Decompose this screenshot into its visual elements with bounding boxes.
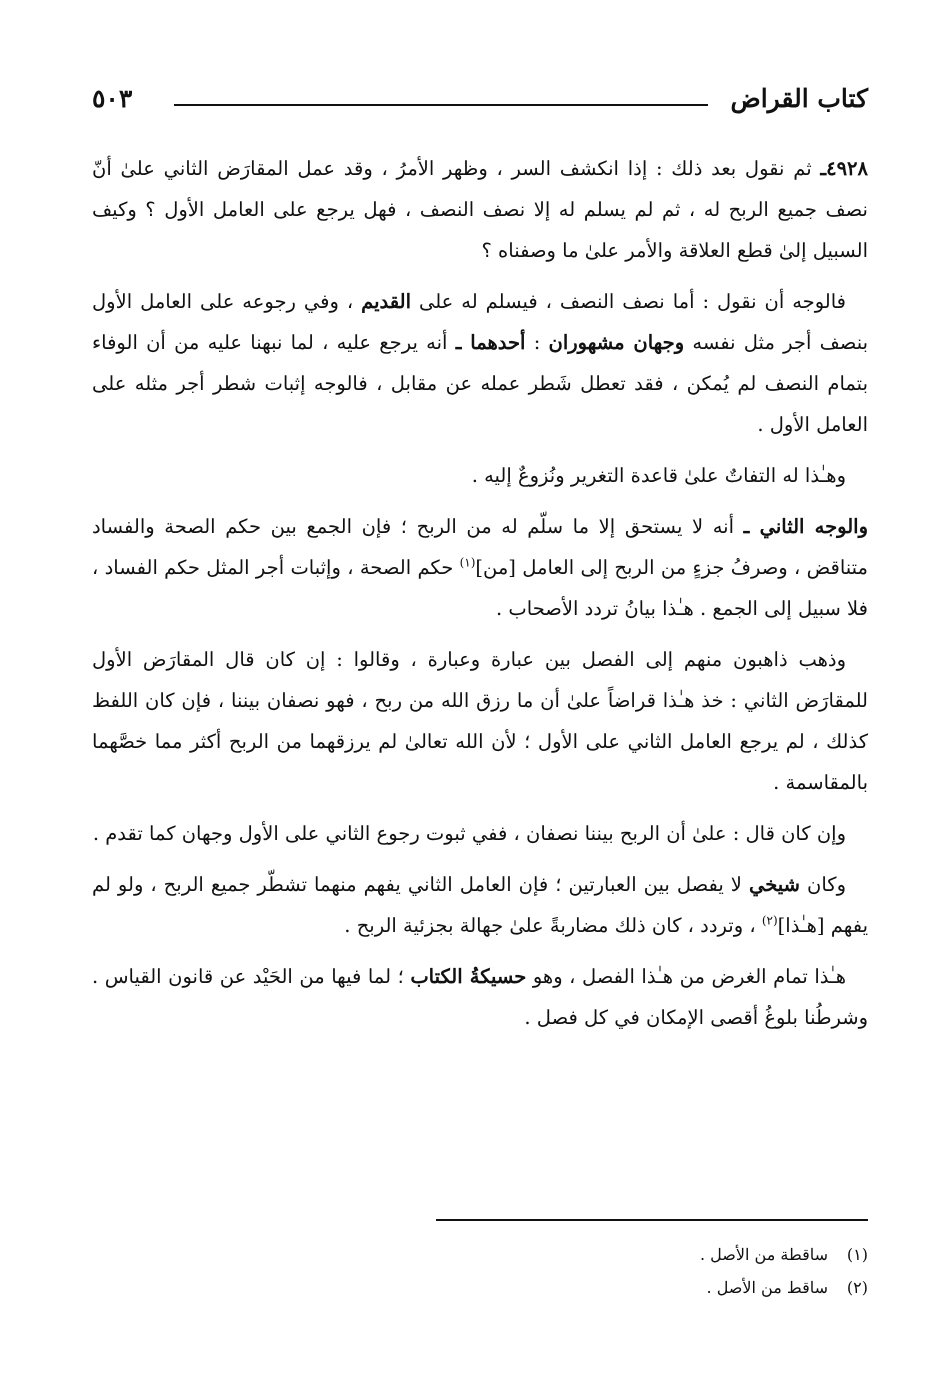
text-run: أنه يرجع عليه ، لما نبهنا عليه من أن الوفاء بتمام النصف لم يُمكن ، فقد تعطل شَطر عمله عن مقابل ، فالوجه إثبات شطر أجر مثله على العامل الأول . [92,331,868,436]
paragraph-first-view [92,281,868,445]
text-run: وإن كان قال : علىٰ أن الربح بيننا نصفان ، ففي ثبوت رجوع الثاني على الأول وجهان كما تقدم . [92,822,846,845]
footnote-number: (١) [846,1245,868,1264]
bold-term: القديم [361,290,411,313]
text-run: لا يفصل بين العبارتين ؛ فإن العامل الثاني يفهم منهما تشطّر جميع الربح ، ولو لم يفهم [هـٰذا] [92,873,868,937]
paragraph-comment [92,455,868,496]
page-number: ٥٠٣ [92,84,133,113]
footnote-ref: (١) [459,555,476,570]
paragraph-number: ٤٩٢٨ـ [820,157,868,180]
paragraph-4928 [92,148,868,271]
text-run: فالوجه أن نقول : أما نصف النصف ، فيسلم له على [411,290,847,313]
paragraph-distinction [92,639,868,803]
text-run: : [525,331,549,354]
main-text [92,148,868,1048]
footnote [92,1238,868,1271]
text-run: ، وتردد ، كان ذلك مضاربةً علىٰ جهالة بجزئية الربح . [344,914,762,937]
footnote-ref: (٢) [761,913,778,928]
text-run: ؛ لما فيها من الحَيْد عن قانون القياس . وشرطُنا بلوغُ أقصى الإمكان في كل فصل . [92,965,868,1029]
bold-term: والوجه الثاني ـ [743,515,869,538]
footnote-text: ساقطة من الأصل . [700,1245,828,1264]
header-rule [174,104,708,106]
page-header [92,80,868,124]
paragraph-shaykh [92,864,868,946]
text-run: ، وفي رجوعه على العامل الأول بنصف أجر مثل نفسه [92,290,869,354]
footnote-text: ساقط من الأصل . [706,1278,828,1297]
text-run: حكم الصحة ، وإثبات أجر المثل حكم الفساد ، فلا سبيل إلى الجمع . هـٰذا بيانُ تردد الأصحاب . [92,556,868,620]
bold-term: وجهان مشهوران [548,331,685,354]
footnote [92,1271,868,1304]
book-title: كتاب القراض [730,84,868,113]
text-run: وذهب ذاهبون منهم إلى الفصل بين عبارة وعبارة ، وقالوا : إن كان قال المقارَض الأول للمقارَض الثاني : خذ هـٰذا قراضاً علىٰ أن ما رزق الله من ربح ، فهو نصفان بيننا ، فإن كان اللفظ كذلك ، لم يرجع العامل الثاني على الأول ؛ لأن الله تعالىٰ لم يرزقهما من الربح أكثر مما خصَّهما بالمقاسمة . [92,648,868,794]
footnotes [92,1238,868,1304]
bold-term: شيخي [748,873,801,896]
footnote-rule [436,1219,868,1221]
paragraph-second-view [92,506,868,629]
paragraph-conclusion [92,956,868,1038]
paragraph-text: ثم نقول بعد ذلك : إذا انكشف السر ، وظهر الأمرُ ، وقد عمل المقارَض الثاني علىٰ أنّ نصف جميع الربح له ، ثم لم يسلم له إلا نصف النصف ، فهل يرجع على العامل الأول ؟ وكيف السبيل إلىٰ قطع العلاقة والأمر علىٰ ما وصفناه ؟ [92,157,868,262]
paragraph-conditional [92,813,868,854]
text-run: وكان [800,873,846,896]
bold-term: حسيكةُ الكتاب [410,965,527,988]
text-run: وهـٰذا له التفاتٌ علىٰ قاعدة التغرير ونُزوعٌ إليه . [471,464,846,487]
footnote-number: (٢) [846,1278,868,1297]
bold-term: أحدهما ـ [455,331,526,354]
text-run: هـٰذا تمام الغرض من هـٰذا الفصل ، وهو [526,965,846,988]
text-run: أنه لا يستحق إلا ما سلّم له من الربح ؛ فإن الجمع بين حكم الصحة والفساد متناقض ، وصرفُ جزءٍ من الربح إلى العامل [من] [92,515,868,579]
